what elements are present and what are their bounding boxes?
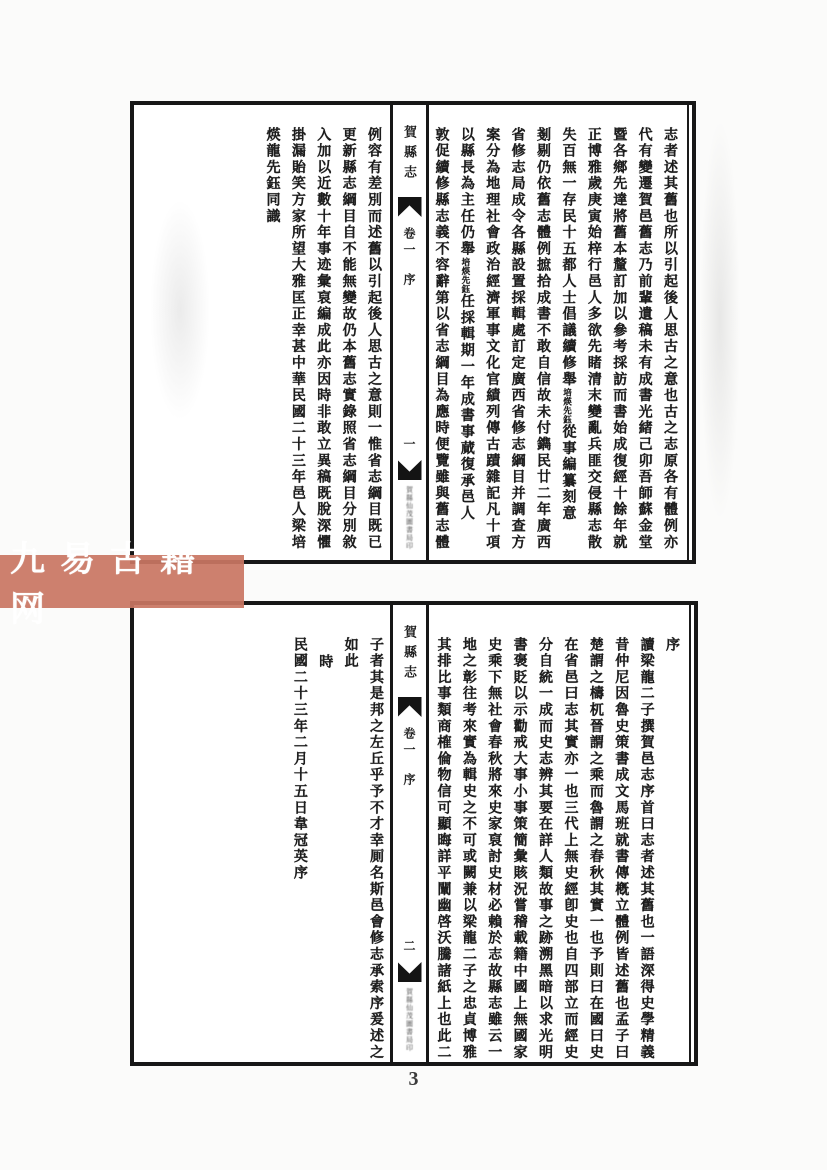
- text-column: 讀梁龍二子撰賀邑志序首曰志者述其舊也一語深得史學精義: [638, 637, 654, 1061]
- text-column: 志者述其舊也所以引起後人思古之意也古之志原各有體例亦: [662, 127, 677, 551]
- text-column: 書褒貶以示勸戒大事小事策簡彙賅況嘗稽載籍中國上無國家: [511, 637, 527, 1061]
- bottom-right-page-text: [428, 637, 684, 1061]
- text-column: 省修志局成令各縣設置採輯處訂定廣西省修志綱目并調查方: [509, 127, 525, 551]
- text-column: 入加以近數十年事迹彙裒編成此亦因時非敢立異稿既脫深懼: [315, 127, 331, 551]
- printer-mark: 賀縣仙茂圖書局印: [405, 988, 414, 1052]
- scanned-leaf-top: [130, 101, 696, 564]
- text-column: 掛漏貽笑方家所望大雅匡正幸甚中華民國二十三年邑人梁培: [289, 127, 305, 551]
- text-column: 楚謂之檮杌晉謂之乘而魯謂之春秋其實一也予則曰在國曰史: [587, 637, 603, 1061]
- text-column: 例容有差別而述舊以引起後人思古之意則一惟省志綱目既已: [366, 127, 381, 551]
- scanned-leaf-bottom: [130, 601, 698, 1066]
- text-column: 正博雅歲庚寅始梓行邑人多欲先睹清末變亂兵匪交侵縣志散: [585, 127, 601, 551]
- text-column: 暨各鄉先達將舊本釐訂加以參考採訪而書始成復經十餘年就: [611, 127, 627, 551]
- scan-smudge: [700, 120, 740, 520]
- text-column: 史乘下無社會春秋將來史家裒討史材必賴於志故縣志雖云一: [486, 637, 502, 1061]
- watermark-banner: [0, 539, 244, 629]
- book-title: 賀縣志: [402, 125, 417, 185]
- top-right-page-text: [426, 127, 682, 557]
- text-column: 時: [317, 654, 333, 671]
- text-column: 煐龍先鈺同識: [264, 127, 280, 225]
- preface-heading-column: 序: [664, 637, 679, 654]
- top-left-page-text: [216, 127, 386, 557]
- book-title: 賀縣志: [402, 625, 417, 685]
- text-column: 子者其是邦之左丘乎予不才幸厠名斯邑會修志承索序爰述之: [368, 637, 383, 1061]
- text-column: 其排比事類商榷倫物信可顯晦詳平闡幽啓沃騰諸紙上也此二: [435, 637, 451, 1061]
- leaf-number: 二: [403, 939, 416, 953]
- leaf-number: 一: [403, 437, 416, 451]
- fishtail-icon: [398, 697, 422, 717]
- watermark-text: 九易古籍网: [10, 539, 211, 629]
- folio-column: [390, 105, 429, 560]
- printer-mark: 賀縣仙茂圖書局印: [405, 486, 414, 550]
- fishtail-icon: [398, 962, 422, 982]
- signature-date-column: 民國二十三年二月十五日韋冠英序: [291, 637, 307, 882]
- text-column: 更新縣志綱目自不能無變故仍本舊志實錄照省志綱目分別敘: [340, 127, 356, 551]
- text-column: 如此: [342, 637, 358, 670]
- text-column: 分自統一成而史志辨其要在詳人類故事之跡溯黑暗以求光明: [537, 637, 553, 1061]
- text-column: 代有變遷賀邑舊志乃前輩遺稿未有成書光緒己卯吾師蘇金堂: [636, 127, 652, 551]
- text-column: 昔仲尼因魯史策書成文馬班就書傳槪立體例皆述舊也孟子曰: [613, 637, 629, 1061]
- folio-column: [390, 605, 429, 1062]
- text-column: 以縣長為主任仍舉培煐先鈺任採輯期一年成書事蕆復承邑人: [458, 127, 474, 523]
- text-column: 剗剔仍依舊志體例摭拾成書不敢自信故未付鐫民廿二年廣西: [535, 127, 551, 551]
- text-column: 在省邑曰志其實亦一也三代上無史經卽史也自四部立而經史: [562, 637, 578, 1061]
- text-column: 失百無一存民十五都人士倡議續修舉培煐先鈺從事編纂刻意: [560, 127, 576, 523]
- fishtail-icon: [398, 197, 422, 217]
- compiler-names-small: 培煐先鈺: [460, 257, 471, 294]
- text-column: 案分為地理社會政治經濟軍事文化官績列傳古蹟雜記凡十項: [484, 127, 500, 551]
- section-label: 序: [402, 273, 416, 285]
- section-label: 序: [402, 773, 416, 785]
- text-column: 敦促續修縣志義不容辭第以省志綱目為應時便覽雖與舊志體: [433, 127, 449, 551]
- fishtail-icon: [398, 460, 422, 480]
- text-column: 地之彰往考來實為輯史之不可或闕兼以梁龍二子之忠貞博雅: [460, 637, 476, 1061]
- volume-label: 卷一: [402, 727, 416, 759]
- compiler-names-small: 培煐先鈺: [562, 387, 573, 425]
- page-number: 3: [408, 1068, 419, 1090]
- bottom-left-page-text: [218, 637, 388, 1061]
- volume-label: 卷一: [402, 227, 416, 259]
